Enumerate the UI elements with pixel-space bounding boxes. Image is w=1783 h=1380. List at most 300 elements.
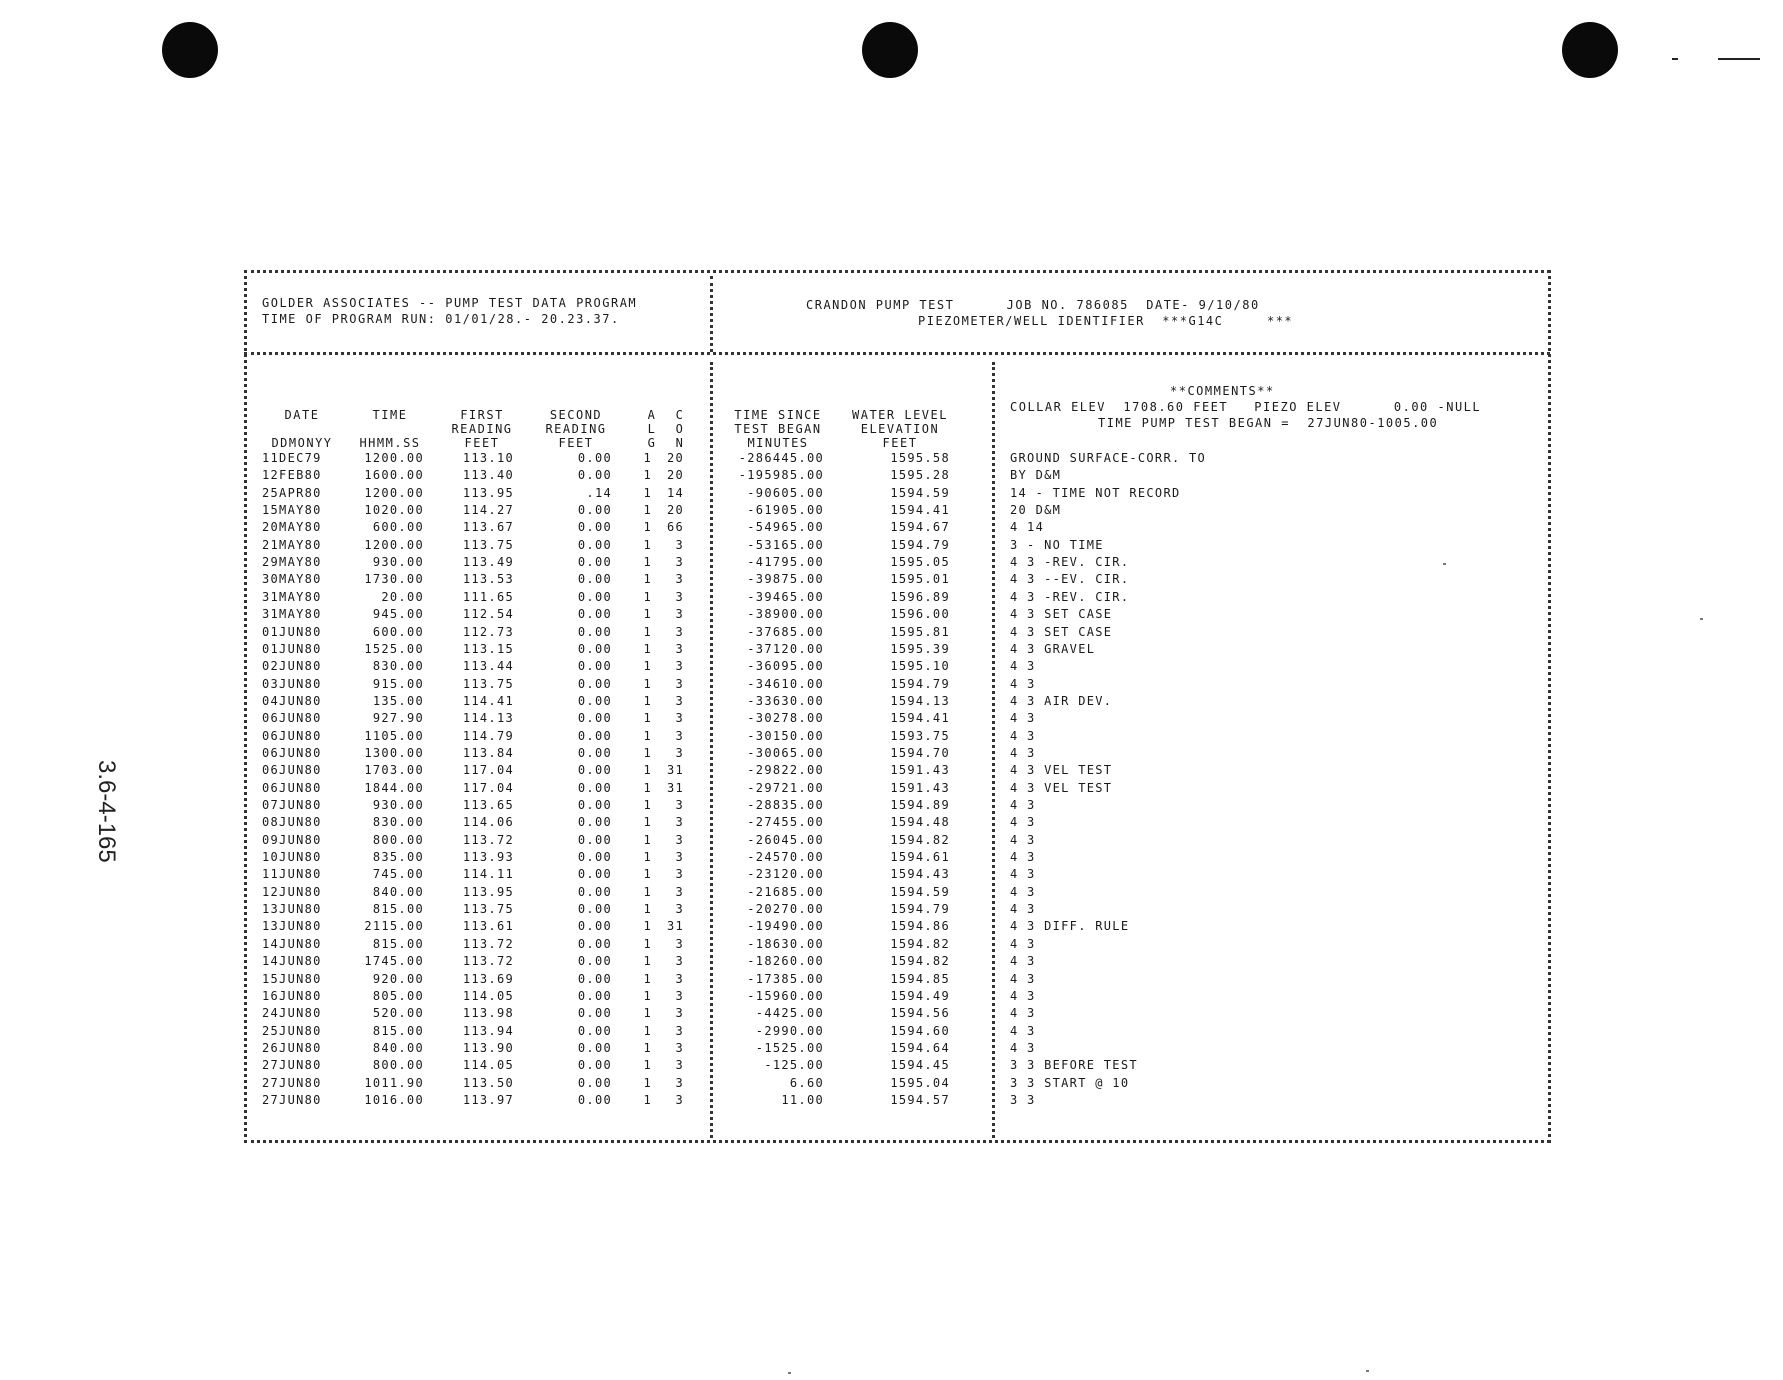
table-row xyxy=(0,1023,1783,1040)
scan-speck xyxy=(788,1372,791,1374)
cell-date: 30MAY80 xyxy=(262,572,322,587)
cell-con: 3 xyxy=(675,798,684,812)
cell-second-reading: 0.00 xyxy=(577,954,612,969)
header-time-since: TIME SINCE TEST BEGAN MINUTES xyxy=(734,408,822,450)
table-row xyxy=(0,918,1783,935)
cell-comment: 4 3 xyxy=(1010,936,1036,951)
margin-page-number: 3.6-4-165 xyxy=(93,760,120,863)
cell-water-level: 1596.00 xyxy=(890,607,950,622)
table-row xyxy=(0,589,1783,606)
cell-comment: 4 3 DIFF. RULE xyxy=(1010,919,1130,934)
cell-comment: 20 D&M xyxy=(1010,503,1062,518)
cell-water-level: 1594.56 xyxy=(890,1006,950,1021)
cell-second-reading: 0.00 xyxy=(577,451,612,465)
cell-second-reading: 0.00 xyxy=(577,902,612,917)
cell-time: 600.00 xyxy=(372,520,424,535)
cell-date: 01JUN80 xyxy=(262,624,322,639)
cell-first-reading: 113.67 xyxy=(462,520,514,535)
cell-con: 3 xyxy=(675,1058,684,1073)
cell-time: 1200.00 xyxy=(364,537,424,552)
table-row xyxy=(0,1057,1783,1074)
cell-water-level: 1594.82 xyxy=(890,936,950,951)
pump-test-start-note: TIME PUMP TEST BEGAN = 27JUN80-1005.00 xyxy=(1098,416,1439,430)
cell-first-reading: 113.50 xyxy=(462,1075,514,1090)
cell-second-reading: 0.00 xyxy=(577,589,612,604)
cell-comment: 4 3 -REV. CIR. xyxy=(1010,589,1130,604)
cell-con: 3 xyxy=(675,1075,684,1090)
cell-time: 815.00 xyxy=(372,902,424,917)
cell-comment: 3 - NO TIME xyxy=(1010,537,1104,552)
cell-time: 745.00 xyxy=(372,867,424,882)
table-row xyxy=(0,1092,1783,1109)
table-row xyxy=(0,606,1783,623)
cell-alg: 1 xyxy=(643,954,652,969)
cell-comment: 4 3 xyxy=(1010,954,1036,969)
cell-first-reading: 117.04 xyxy=(462,763,514,778)
cell-comment: 3 3 BEFORE TEST xyxy=(1010,1058,1138,1073)
cell-time-since: -54965.00 xyxy=(747,520,824,535)
cell-date: 14JUN80 xyxy=(262,954,322,969)
cell-second-reading: 0.00 xyxy=(577,919,612,934)
cell-date: 31MAY80 xyxy=(262,589,322,604)
cell-con: 3 xyxy=(675,1023,684,1038)
table-row xyxy=(0,1075,1783,1092)
cell-comment: 4 3 xyxy=(1010,832,1036,847)
cell-second-reading: 0.00 xyxy=(577,520,612,535)
cell-first-reading: 113.40 xyxy=(462,468,514,483)
cell-second-reading: 0.00 xyxy=(577,659,612,674)
cell-time: 1730.00 xyxy=(364,572,424,587)
cell-water-level: 1595.81 xyxy=(890,624,950,639)
cell-second-reading: 0.00 xyxy=(577,936,612,951)
cell-alg: 1 xyxy=(643,693,652,708)
cell-date: 27JUN80 xyxy=(262,1092,322,1107)
cell-time-since: -30278.00 xyxy=(747,711,824,726)
cell-time: 1200.00 xyxy=(364,485,424,500)
cell-time-since: 6.60 xyxy=(789,1075,824,1090)
cell-water-level: 1594.64 xyxy=(890,1040,950,1055)
cell-time: 920.00 xyxy=(372,971,424,986)
table-row xyxy=(0,1040,1783,1057)
cell-time-since: -28835.00 xyxy=(747,798,824,812)
cell-comment: 4 3 xyxy=(1010,1040,1036,1055)
cell-alg: 1 xyxy=(643,988,652,1003)
cell-comment: 4 3 xyxy=(1010,902,1036,917)
cell-time: 927.90 xyxy=(372,711,424,726)
cell-comment: 3 3 xyxy=(1010,1092,1036,1107)
cell-time-since: -33630.00 xyxy=(747,693,824,708)
cell-water-level: 1595.10 xyxy=(890,659,950,674)
cell-time-since: -30150.00 xyxy=(747,728,824,743)
cell-comment: 4 3 xyxy=(1010,971,1036,986)
cell-alg: 1 xyxy=(643,867,652,882)
cell-water-level: 1594.13 xyxy=(890,693,950,708)
cell-con: 3 xyxy=(675,589,684,604)
cell-time-since: -39875.00 xyxy=(747,572,824,587)
cell-time: 20.00 xyxy=(381,589,424,604)
cell-date: 11JUN80 xyxy=(262,867,322,882)
cell-time-since: -23120.00 xyxy=(747,867,824,882)
stray-mark xyxy=(1672,58,1678,60)
cell-alg: 1 xyxy=(643,884,652,899)
cell-time-since: 11.00 xyxy=(781,1092,824,1107)
cell-con: 14 xyxy=(666,485,684,500)
cell-date: 12JUN80 xyxy=(262,884,322,899)
cell-comment: 4 3 xyxy=(1010,850,1036,865)
program-title: GOLDER ASSOCIATES -- PUMP TEST DATA PROGRAM xyxy=(262,296,638,310)
cell-first-reading: 112.54 xyxy=(462,607,514,622)
cell-comment: 4 3 xyxy=(1010,676,1036,691)
cell-second-reading: 0.00 xyxy=(577,676,612,691)
cell-second-reading: .14 xyxy=(586,485,612,500)
cell-second-reading: 0.00 xyxy=(577,1023,612,1038)
cell-alg: 1 xyxy=(643,1092,652,1107)
cell-con: 3 xyxy=(675,676,684,691)
punch-hole-center xyxy=(862,22,918,78)
cell-first-reading: 113.97 xyxy=(462,1092,514,1107)
cell-water-level: 1594.43 xyxy=(890,867,950,882)
cell-con: 3 xyxy=(675,1040,684,1055)
cell-con: 3 xyxy=(675,555,684,570)
cell-water-level: 1594.49 xyxy=(890,988,950,1003)
cell-alg: 1 xyxy=(643,1058,652,1073)
cell-comment: 4 3 SET CASE xyxy=(1010,607,1113,622)
cell-comment: 4 3 xyxy=(1010,659,1036,674)
cell-first-reading: 114.79 xyxy=(462,728,514,743)
test-title: CRANDON PUMP TEST JOB NO. 786085 DATE- 9/10/80 xyxy=(806,298,1260,312)
table-row xyxy=(0,641,1783,658)
header-divider xyxy=(710,276,713,352)
table-row xyxy=(0,762,1783,779)
cell-water-level: 1594.45 xyxy=(890,1058,950,1073)
cell-date: 16JUN80 xyxy=(262,988,322,1003)
punch-hole-left xyxy=(162,22,218,78)
cell-water-level: 1594.79 xyxy=(890,902,950,917)
cell-second-reading: 0.00 xyxy=(577,693,612,708)
cell-date: 06JUN80 xyxy=(262,763,322,778)
cell-first-reading: 113.49 xyxy=(462,555,514,570)
cell-first-reading: 113.72 xyxy=(462,832,514,847)
table-row xyxy=(0,953,1783,970)
cell-date: 03JUN80 xyxy=(262,676,322,691)
cell-second-reading: 0.00 xyxy=(577,988,612,1003)
cell-time: 915.00 xyxy=(372,676,424,691)
cell-date: 29MAY80 xyxy=(262,555,322,570)
cell-time-since: -29721.00 xyxy=(747,780,824,795)
cell-water-level: 1594.59 xyxy=(890,485,950,500)
cell-second-reading: 0.00 xyxy=(577,537,612,552)
cell-first-reading: 113.65 xyxy=(462,798,514,812)
cell-water-level: 1594.61 xyxy=(890,850,950,865)
cell-con: 3 xyxy=(675,815,684,830)
cell-comment: 4 3 xyxy=(1010,1006,1036,1021)
cell-date: 31MAY80 xyxy=(262,607,322,622)
cell-date: 06JUN80 xyxy=(262,728,322,743)
cell-alg: 1 xyxy=(643,728,652,743)
cell-water-level: 1594.67 xyxy=(890,520,950,535)
cell-con: 3 xyxy=(675,1092,684,1107)
cell-comment: 4 3 xyxy=(1010,711,1036,726)
cell-time: 2115.00 xyxy=(364,919,424,934)
table-row xyxy=(0,537,1783,554)
cell-first-reading: 113.44 xyxy=(462,659,514,674)
cell-water-level: 1594.59 xyxy=(890,884,950,899)
cell-first-reading: 113.98 xyxy=(462,1006,514,1021)
cell-alg: 1 xyxy=(643,676,652,691)
cell-alg: 1 xyxy=(643,1040,652,1055)
cell-first-reading: 111.65 xyxy=(462,589,514,604)
table-row xyxy=(0,485,1783,502)
cell-water-level: 1594.86 xyxy=(890,919,950,934)
cell-time-since: -26045.00 xyxy=(747,832,824,847)
cell-con: 31 xyxy=(666,780,684,795)
cell-date: 27JUN80 xyxy=(262,1075,322,1090)
cell-alg: 1 xyxy=(643,589,652,604)
cell-time-since: -15960.00 xyxy=(747,988,824,1003)
cell-second-reading: 0.00 xyxy=(577,1040,612,1055)
cell-con: 20 xyxy=(666,503,684,518)
cell-con: 3 xyxy=(675,867,684,882)
cell-date: 04JUN80 xyxy=(262,693,322,708)
cell-first-reading: 113.90 xyxy=(462,1040,514,1055)
cell-alg: 1 xyxy=(643,485,652,500)
cell-time-since: -36095.00 xyxy=(747,659,824,674)
cell-time-since: -39465.00 xyxy=(747,589,824,604)
cell-water-level: 1594.85 xyxy=(890,971,950,986)
cell-con: 31 xyxy=(666,919,684,934)
table-row xyxy=(0,502,1783,519)
cell-date: 14JUN80 xyxy=(262,936,322,951)
cell-first-reading: 113.75 xyxy=(462,537,514,552)
cell-time: 1300.00 xyxy=(364,745,424,760)
cell-time-since: -1525.00 xyxy=(755,1040,824,1055)
header-alg: A L G xyxy=(647,408,657,450)
cell-time: 800.00 xyxy=(372,1058,424,1073)
cell-second-reading: 0.00 xyxy=(577,971,612,986)
table-row xyxy=(0,884,1783,901)
cell-first-reading: 114.13 xyxy=(462,711,514,726)
cell-time: 1600.00 xyxy=(364,468,424,483)
cell-time-since: -195985.00 xyxy=(738,468,824,483)
table-row xyxy=(0,676,1783,693)
cell-second-reading: 0.00 xyxy=(577,1075,612,1090)
cell-alg: 1 xyxy=(643,451,652,465)
cell-alg: 1 xyxy=(643,798,652,812)
cell-second-reading: 0.00 xyxy=(577,832,612,847)
well-identifier: PIEZOMETER/WELL IDENTIFIER ***G14C *** xyxy=(918,314,1294,328)
cell-date: 12FEB80 xyxy=(262,468,322,483)
cell-alg: 1 xyxy=(643,763,652,778)
cell-second-reading: 0.00 xyxy=(577,1006,612,1021)
cell-comment: 4 3 xyxy=(1010,867,1036,882)
cell-comment: 4 3 GRAVEL xyxy=(1010,641,1096,656)
cell-second-reading: 0.00 xyxy=(577,624,612,639)
header-water-level: WATER LEVEL ELEVATION FEET xyxy=(852,408,948,450)
cell-water-level: 1594.41 xyxy=(890,711,950,726)
cell-comment: 4 3 AIR DEV. xyxy=(1010,693,1113,708)
cell-second-reading: 0.00 xyxy=(577,780,612,795)
cell-alg: 1 xyxy=(643,902,652,917)
cell-time: 805.00 xyxy=(372,988,424,1003)
cell-alg: 1 xyxy=(643,780,652,795)
cell-time: 1745.00 xyxy=(364,954,424,969)
cell-time: 930.00 xyxy=(372,798,424,812)
cell-comment: 4 3 xyxy=(1010,745,1036,760)
cell-alg: 1 xyxy=(643,711,652,726)
cell-time: 1011.90 xyxy=(364,1075,424,1090)
cell-date: 13JUN80 xyxy=(262,902,322,917)
cell-date: 06JUN80 xyxy=(262,711,322,726)
cell-water-level: 1595.04 xyxy=(890,1075,950,1090)
cell-time: 1200.00 xyxy=(364,451,424,465)
table-row xyxy=(0,849,1783,866)
cell-con: 3 xyxy=(675,902,684,917)
cell-time-since: -2990.00 xyxy=(755,1023,824,1038)
cell-alg: 1 xyxy=(643,537,652,552)
cell-con: 3 xyxy=(675,1006,684,1021)
punch-hole-right xyxy=(1562,22,1618,78)
cell-alg: 1 xyxy=(643,503,652,518)
cell-comment: 4 3 xyxy=(1010,798,1036,812)
cell-water-level: 1594.82 xyxy=(890,832,950,847)
cell-second-reading: 0.00 xyxy=(577,745,612,760)
cell-date: 07JUN80 xyxy=(262,798,322,812)
cell-time-since: -30065.00 xyxy=(747,745,824,760)
cell-con: 20 xyxy=(666,468,684,483)
cell-comment: 4 3 VEL TEST xyxy=(1010,780,1113,795)
cell-water-level: 1594.82 xyxy=(890,954,950,969)
cell-first-reading: 113.10 xyxy=(462,451,514,465)
cell-date: 08JUN80 xyxy=(262,815,322,830)
cell-con: 3 xyxy=(675,659,684,674)
cell-comment: 3 3 START @ 10 xyxy=(1010,1075,1130,1090)
cell-time-since: -61905.00 xyxy=(747,503,824,518)
cell-comment: 14 - TIME NOT RECORD xyxy=(1010,485,1181,500)
table-row xyxy=(0,832,1783,849)
cell-alg: 1 xyxy=(643,1075,652,1090)
cell-date: 25APR80 xyxy=(262,485,322,500)
cell-comment: 4 14 xyxy=(1010,520,1045,535)
cell-first-reading: 114.05 xyxy=(462,1058,514,1073)
cell-con: 3 xyxy=(675,728,684,743)
table-row xyxy=(0,467,1783,484)
cell-water-level: 1591.43 xyxy=(890,763,950,778)
cell-con: 3 xyxy=(675,936,684,951)
cell-date: 09JUN80 xyxy=(262,832,322,847)
cell-time-since: -24570.00 xyxy=(747,850,824,865)
cell-date: 21MAY80 xyxy=(262,537,322,552)
table-row xyxy=(0,693,1783,710)
cell-date: 13JUN80 xyxy=(262,919,322,934)
cell-first-reading: 113.84 xyxy=(462,745,514,760)
cell-comment: GROUND SURFACE-CORR. TO xyxy=(1010,451,1207,465)
cell-time-since: -21685.00 xyxy=(747,884,824,899)
table-row xyxy=(0,901,1783,918)
cell-con: 3 xyxy=(675,745,684,760)
cell-con: 3 xyxy=(675,832,684,847)
table-row xyxy=(0,936,1783,953)
cell-time-since: -38900.00 xyxy=(747,607,824,622)
cell-time-since: -18260.00 xyxy=(747,954,824,969)
cell-first-reading: 113.95 xyxy=(462,485,514,500)
cell-first-reading: 114.05 xyxy=(462,988,514,1003)
cell-first-reading: 113.69 xyxy=(462,971,514,986)
cell-first-reading: 112.73 xyxy=(462,624,514,639)
cell-water-level: 1595.05 xyxy=(890,555,950,570)
cell-time-since: -90605.00 xyxy=(747,485,824,500)
table-row xyxy=(0,1005,1783,1022)
cell-second-reading: 0.00 xyxy=(577,572,612,587)
cell-date: 06JUN80 xyxy=(262,745,322,760)
cell-time: 835.00 xyxy=(372,850,424,865)
cell-date: 27JUN80 xyxy=(262,1058,322,1073)
cell-time: 830.00 xyxy=(372,815,424,830)
cell-water-level: 1595.39 xyxy=(890,641,950,656)
cell-first-reading: 114.41 xyxy=(462,693,514,708)
cell-alg: 1 xyxy=(643,1006,652,1021)
cell-alg: 1 xyxy=(643,745,652,760)
cell-con: 3 xyxy=(675,711,684,726)
table-row xyxy=(0,988,1783,1005)
header-date: DATE DDMONYY xyxy=(271,408,333,450)
cell-time: 520.00 xyxy=(372,1006,424,1021)
cell-second-reading: 0.00 xyxy=(577,884,612,899)
cell-alg: 1 xyxy=(643,850,652,865)
cell-date: 01JUN80 xyxy=(262,641,322,656)
cell-second-reading: 0.00 xyxy=(577,641,612,656)
cell-con: 3 xyxy=(675,607,684,622)
cell-time-since: -125.00 xyxy=(764,1058,824,1073)
cell-second-reading: 0.00 xyxy=(577,607,612,622)
table-row xyxy=(0,658,1783,675)
cell-time: 815.00 xyxy=(372,1023,424,1038)
cell-first-reading: 113.75 xyxy=(462,676,514,691)
cell-water-level: 1594.79 xyxy=(890,676,950,691)
cell-date: 06JUN80 xyxy=(262,780,322,795)
cell-first-reading: 113.75 xyxy=(462,902,514,917)
cell-comment: 4 3 xyxy=(1010,728,1036,743)
cell-time: 830.00 xyxy=(372,659,424,674)
cell-first-reading: 113.15 xyxy=(462,641,514,656)
cell-time: 840.00 xyxy=(372,884,424,899)
cell-con: 3 xyxy=(675,572,684,587)
cell-time-since: -20270.00 xyxy=(747,902,824,917)
cell-con: 3 xyxy=(675,641,684,656)
cell-con: 3 xyxy=(675,850,684,865)
cell-time: 135.00 xyxy=(372,693,424,708)
cell-alg: 1 xyxy=(643,936,652,951)
cell-time-since: -53165.00 xyxy=(747,537,824,552)
cell-time-since: -37120.00 xyxy=(747,641,824,656)
table-row xyxy=(0,710,1783,727)
cell-second-reading: 0.00 xyxy=(577,850,612,865)
cell-con: 3 xyxy=(675,537,684,552)
cell-time: 800.00 xyxy=(372,832,424,847)
cell-alg: 1 xyxy=(643,572,652,587)
cell-first-reading: 114.11 xyxy=(462,867,514,882)
cell-time: 1525.00 xyxy=(364,641,424,656)
cell-water-level: 1595.28 xyxy=(890,468,950,483)
cell-time-since: -37685.00 xyxy=(747,624,824,639)
cell-con: 20 xyxy=(666,451,684,465)
cell-water-level: 1594.60 xyxy=(890,1023,950,1038)
cell-first-reading: 114.27 xyxy=(462,503,514,518)
cell-time-since: -41795.00 xyxy=(747,555,824,570)
cell-time: 600.00 xyxy=(372,624,424,639)
cell-water-level: 1594.57 xyxy=(890,1092,950,1107)
cell-date: 11DEC79 xyxy=(262,451,322,465)
cell-con: 3 xyxy=(675,693,684,708)
